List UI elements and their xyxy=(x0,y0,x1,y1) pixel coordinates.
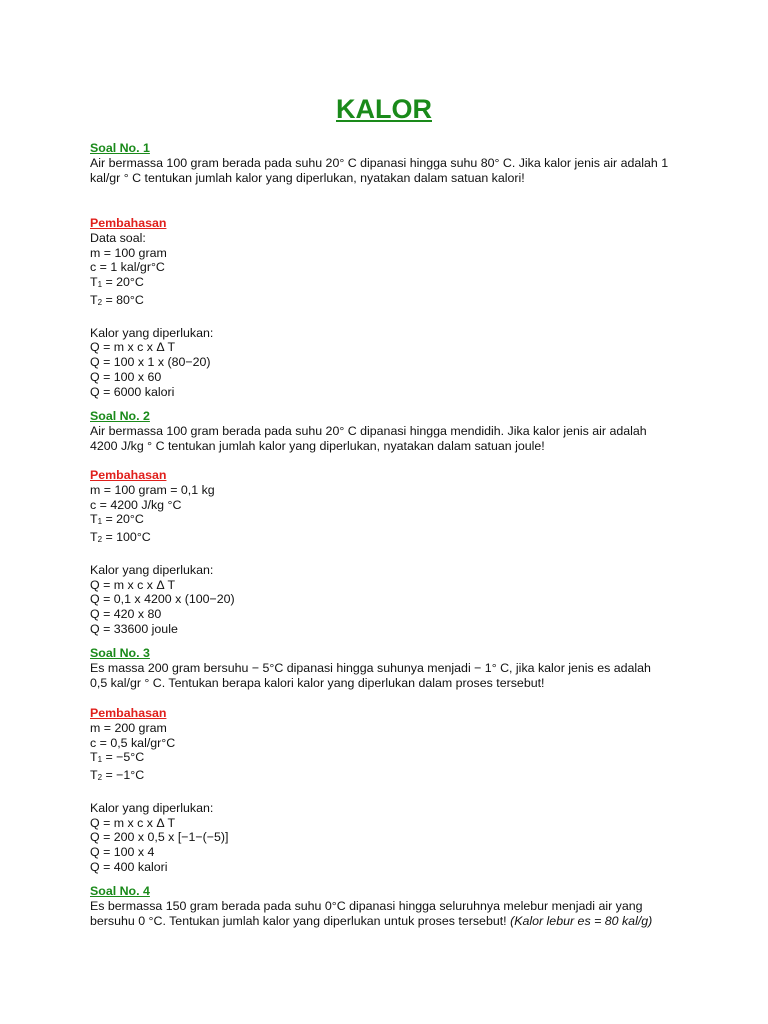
soal-1-section xyxy=(90,141,690,185)
pembahasan-3-line: c = 0,5 kal/gr°C xyxy=(90,735,176,750)
pembahasan-2-line: c = 4200 J/kg °C xyxy=(90,497,182,512)
pembahasan-2-line: m = 100 gram = 0,1 kg xyxy=(90,482,215,497)
soal-1-question-line-2: kal/gr ° C tentukan jumlah kalor yang diperlukan, nyatakan dalam satuan kalori! xyxy=(90,170,525,185)
pembahasan-2-line: Q = 0,1 x 4200 x (100−20) xyxy=(90,592,235,607)
pembahasan-3-line: Q = 200 x 0,5 x [−1−(−5)] xyxy=(90,830,229,845)
blank-line xyxy=(90,311,690,326)
soal-3-heading: Soal No. 3 xyxy=(90,646,150,660)
t-value: = 80°C xyxy=(102,292,144,307)
pembahasan-1-heading: Pembahasan xyxy=(90,216,167,230)
page-title: KALOR xyxy=(336,94,432,124)
pembahasan-1-section xyxy=(90,216,690,400)
pembahasan-2-section xyxy=(90,468,690,637)
blank-line xyxy=(90,548,690,563)
t-value: = 100°C xyxy=(102,530,151,545)
pembahasan-2-heading: Pembahasan xyxy=(90,468,167,482)
t-value: = 20°C xyxy=(102,512,144,527)
soal-2-section xyxy=(90,409,690,453)
soal-4-heading: Soal No. 4 xyxy=(90,884,150,898)
pembahasan-2-line: Kalor yang diperlukan: xyxy=(90,562,214,577)
soal-1-heading: Soal No. 1 xyxy=(90,141,150,155)
soal-3-question-line-1: Es massa 200 gram bersuhu − 5°C dipanasi hingga suhunya menjadi − 1° C, jika kalor jenis es adalah xyxy=(90,660,651,675)
t-subscript: 1 xyxy=(97,280,103,290)
soal-4-note: (Kalor lebur es = 80 kal/g) xyxy=(510,913,653,928)
soal-4-section xyxy=(90,884,690,928)
pembahasan-3-line xyxy=(90,768,690,786)
pembahasan-3-line: Q = 100 x 4 xyxy=(90,845,155,860)
soal-4-question-line-1: Es bermassa 150 gram berada pada suhu 0°C dipanasi hingga seluruhnya melebur menjadi air yang xyxy=(90,898,643,913)
soal-2-question-line-1: Air bermassa 100 gram berada pada suhu 20° C dipanasi hingga mendidih. Jika kalor jenis air adalah xyxy=(90,423,647,438)
soal-2-question-line-2: 4200 J/kg ° C tentukan jumlah kalor yang diperlukan, nyatakan dalam satuan joule! xyxy=(90,438,545,453)
pembahasan-3-line: m = 200 gram xyxy=(90,720,167,735)
pembahasan-1-line: Data soal: xyxy=(90,230,146,245)
pembahasan-1-line: c = 1 kal/gr°C xyxy=(90,260,165,275)
pembahasan-2-line xyxy=(90,530,690,548)
t-subscript: 1 xyxy=(97,755,103,765)
pembahasan-1-line: Q = 100 x 60 xyxy=(90,369,162,384)
pembahasan-3-heading: Pembahasan xyxy=(90,706,167,720)
pembahasan-1-line xyxy=(90,293,690,311)
pembahasan-3-line: Q = 400 kalori xyxy=(90,859,168,874)
pembahasan-3-line xyxy=(90,750,690,768)
pembahasan-1-line: Kalor yang diperlukan: xyxy=(90,325,214,340)
pembahasan-2-line: Q = m x c x Δ T xyxy=(90,577,176,592)
soal-4-question-line-2 xyxy=(90,914,690,929)
soal-1-question-line-1: Air bermassa 100 gram berada pada suhu 20° C dipanasi hingga suhu 80° C. Jika kalor jenis air adalah 1 xyxy=(90,155,669,170)
t-symbol: T xyxy=(90,530,98,545)
t-subscript: 2 xyxy=(97,535,103,545)
t-symbol: T xyxy=(90,512,98,527)
t-subscript: 1 xyxy=(97,517,103,527)
pembahasan-2-line xyxy=(90,512,690,530)
t-symbol: T xyxy=(90,750,98,765)
pembahasan-3-line: Q = m x c x Δ T xyxy=(90,815,176,830)
t-symbol: T xyxy=(90,275,98,290)
t-subscript: 2 xyxy=(97,773,103,783)
t-symbol: T xyxy=(90,292,98,307)
soal-3-section xyxy=(90,646,690,690)
blank-line xyxy=(90,786,690,801)
soal-4-question-text: bersuhu 0 °C. Tentukan jumlah kalor yang diperlukan untuk proses tersebut! xyxy=(90,913,511,928)
t-subscript: 2 xyxy=(97,297,103,307)
soal-3-question-line-2: 0,5 kal/gr ° C. Tentukan berapa kalori kalor yang diperlukan dalam proses tersebut! xyxy=(90,675,545,690)
t-value: = −5°C xyxy=(102,750,145,765)
pembahasan-1-line: Q = 6000 kalori xyxy=(90,384,175,399)
pembahasan-1-line xyxy=(90,275,690,293)
t-value: = 20°C xyxy=(102,275,144,290)
pembahasan-3-line: Kalor yang diperlukan: xyxy=(90,800,214,815)
soal-2-heading: Soal No. 2 xyxy=(90,409,150,423)
pembahasan-2-line: Q = 33600 joule xyxy=(90,621,178,636)
pembahasan-3-section xyxy=(90,706,690,875)
pembahasan-2-line: Q = 420 x 80 xyxy=(90,607,162,622)
t-symbol: T xyxy=(90,768,98,783)
pembahasan-1-line: Q = 100 x 1 x (80−20) xyxy=(90,355,211,370)
pembahasan-1-line: Q = m x c x Δ T xyxy=(90,340,176,355)
pembahasan-1-line: m = 100 gram xyxy=(90,245,167,260)
t-value: = −1°C xyxy=(102,768,145,783)
